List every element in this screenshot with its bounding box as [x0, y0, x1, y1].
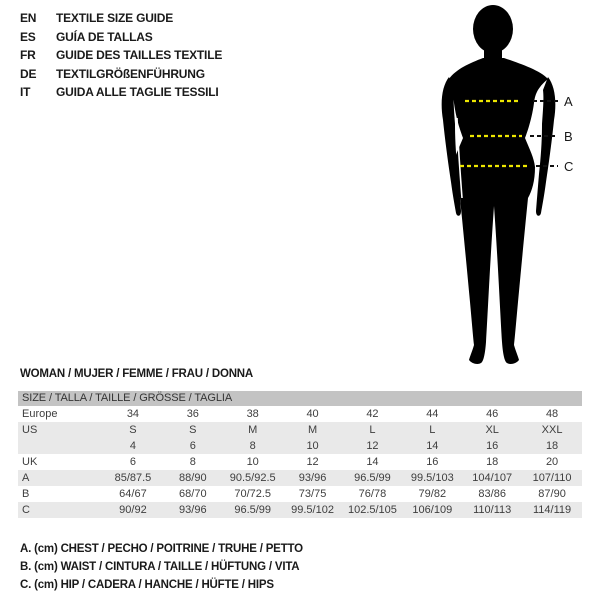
- measurement-legend: [20, 540, 303, 594]
- language-title: GUIDE DES TAILLES TEXTILE: [56, 48, 223, 63]
- table-cell: M: [307, 424, 318, 436]
- language-code: EN: [20, 11, 37, 26]
- woman-silhouette: [420, 0, 580, 376]
- table-cell: 10: [246, 456, 259, 468]
- table-cell: 18: [486, 456, 499, 468]
- row-label: C: [22, 504, 30, 516]
- table-cell: 107/110: [532, 472, 572, 484]
- table-cell: 18: [545, 440, 559, 452]
- table-cell: 40: [306, 408, 319, 420]
- table-cell: 8: [189, 456, 196, 468]
- table-cell: 12: [306, 456, 319, 468]
- row-label: Europe: [22, 408, 58, 420]
- table-cell: 104/107: [472, 472, 513, 484]
- row-label: A: [22, 472, 30, 484]
- language-title: GUÍA DE TALLAS: [56, 29, 153, 44]
- language-code: FR: [20, 48, 36, 63]
- table-cell: 99.5/102: [291, 504, 334, 516]
- table-cell: 87/90: [538, 488, 566, 500]
- table-cell: 68/70: [179, 488, 207, 500]
- language-title: GUIDA ALLE TAGLIE TESSILI: [56, 85, 219, 100]
- table-cell: 36: [186, 408, 199, 420]
- table-row-us-letters: [18, 422, 582, 438]
- table-cell: 20: [545, 456, 559, 468]
- language-title: TEXTILGRÖßENFÜHRUNG: [56, 66, 205, 81]
- table-cell: 85/87.5: [114, 472, 152, 484]
- table-cell: M: [248, 424, 258, 436]
- table-cell: L: [429, 424, 436, 436]
- chest-label: A: [564, 94, 573, 109]
- table-cell: XL: [485, 424, 499, 436]
- language-title-list: [20, 9, 222, 102]
- table-cell: 83/86: [478, 488, 506, 500]
- language-title: TEXTILE SIZE GUIDE: [56, 11, 174, 26]
- table-cell: XXL: [541, 424, 563, 436]
- table-row-us-numbers: [18, 438, 582, 454]
- hip-label: C: [564, 159, 574, 174]
- table-cell: 64/67: [119, 488, 147, 500]
- section-title: WOMAN / MUJER / FEMME / FRAU / DONNA: [20, 368, 254, 380]
- table-cell: 73/75: [298, 488, 327, 500]
- row-label: US: [22, 424, 38, 436]
- legend-chest: A. (cm) CHEST / PECHO / POITRINE / TRUHE / PETTO: [20, 543, 303, 555]
- table-cell: 93/96: [298, 472, 327, 484]
- table-cell: 6: [189, 440, 196, 452]
- language-row: [20, 65, 222, 84]
- table-cell: 42: [366, 408, 379, 420]
- row-label: [18, 438, 103, 454]
- table-cell: 44: [426, 408, 439, 420]
- table-cell: 99.5/103: [410, 472, 454, 484]
- measurement-figure: [420, 0, 580, 376]
- table-cell: 10: [306, 440, 319, 452]
- language-row: [20, 28, 222, 47]
- table-cell: 93/96: [179, 504, 207, 516]
- table-cell: 16: [426, 456, 439, 468]
- table-cell: 114/119: [532, 504, 572, 516]
- row-label: UK: [22, 456, 38, 468]
- legend-hip: C. (cm) HIP / CADERA / HANCHE / HÜFTE / HIPS: [20, 579, 274, 591]
- language-row: [20, 9, 222, 28]
- table-cell: 14: [366, 456, 379, 468]
- table-row-europe: [18, 406, 582, 422]
- table-cell: 90/92: [119, 504, 147, 516]
- table-cell: 88/90: [179, 472, 207, 484]
- table-cell: 96.5/99: [354, 472, 391, 484]
- table-cell: L: [369, 424, 376, 436]
- table-cell: 70/72.5: [234, 488, 272, 500]
- table-row-uk: [18, 454, 582, 470]
- language-code: IT: [20, 85, 31, 100]
- table-cell: 76/78: [358, 488, 387, 500]
- table-cell: 79/82: [418, 488, 447, 500]
- table-row-chest: [18, 470, 582, 486]
- waist-label: B: [564, 129, 573, 144]
- table-cell: 14: [426, 440, 439, 452]
- table-row-hip: [18, 502, 582, 518]
- table-cell: 106/109: [412, 504, 453, 516]
- table-row-waist: [18, 486, 582, 502]
- language-code: ES: [20, 29, 36, 44]
- table-cell: 46: [486, 408, 499, 420]
- table-cell: 6: [129, 456, 136, 468]
- table-cell: 90.5/92.5: [229, 472, 276, 484]
- table-cell: 38: [246, 408, 259, 420]
- legend-waist: B. (cm) WAIST / CINTURA / TAILLE / HÜFTUNG / VITA: [20, 561, 300, 573]
- table-cell: 48: [545, 408, 559, 420]
- table-cell: 8: [249, 440, 256, 452]
- table-cell: 110/113: [473, 504, 512, 516]
- table-cell: 4: [129, 440, 136, 452]
- table-cell: 34: [126, 408, 140, 420]
- table-cell: 12: [366, 440, 379, 452]
- language-row: [20, 46, 222, 65]
- size-table: [18, 391, 582, 518]
- table-cell: 102.5/105: [347, 504, 397, 516]
- table-cell: 96.5/99: [234, 504, 272, 516]
- size-table-header: SIZE / TALLA / TAILLE / GRÖSSE / TAGLIA: [18, 391, 582, 406]
- language-row: [20, 83, 222, 102]
- table-cell: 16: [486, 440, 499, 452]
- language-code: DE: [20, 66, 37, 81]
- table-cell: S: [129, 424, 137, 436]
- row-label: B: [22, 488, 30, 500]
- table-cell: S: [189, 424, 197, 436]
